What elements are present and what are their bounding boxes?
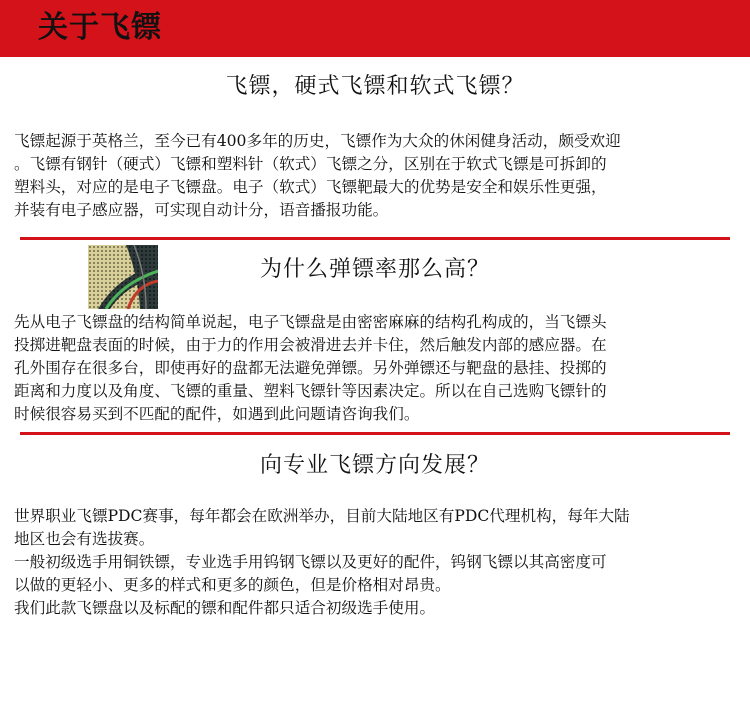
section-divider <box>20 237 730 240</box>
page-title: 关于飞镖 <box>38 10 162 45</box>
section-body-professional: 世界职业飞镖PDC赛事，每年都会在欧洲举办，目前大陆地区有PDC代理机构，每年大陆 地区也会有选拔赛。 一般初级选手用铜铁镖，专业选手用钨钢飞镖以及更好的配件，钨钢飞镖以其高密度可 以做的更轻小、更多的样式和更多的颜色，但是价格相对昂贵。 我们此款飞镖盘以及标配的镖和配件都只适合初级选手使用。 <box>14 507 630 617</box>
section-title-bounce-rate: 为什么弹镖率那么高？ <box>259 257 490 282</box>
section-title-professional: 向专业飞镖方向发展？ <box>259 453 490 478</box>
section-divider <box>20 432 730 435</box>
section-body-hard-soft-darts: 飞镖起源于英格兰，至今已有400多年的历史，飞镖作为大众的休闲健身活动，颇受欢迎 。飞镖有钢针（硬式）飞镖和塑料针（软式）飞镖之分，区别在于软式飞镖是可拆卸的 塑料头，对应的是电子飞镖盘。电子（软式）飞镖靶最大的优势是安全和娱乐性更强， 并装有电子感应器，可实现自动计分，语音播报功能。 <box>14 132 621 219</box>
section-body-bounce-rate: 先从电子飞镖盘的结构简单说起，电子飞镖盘是由密密麻麻的结构孔构成的，当飞镖头 投掷进靶盘表面的时候，由于力的作用会被滑进去并卡住，然后触发内部的感应器。在 孔外围存在很多台，即使再好的盘都无法避免弹镖。另外弹镖还与靶盘的悬挂、投掷的 距离和力度以及角度、飞镖的重量、塑料飞镖针等因素决定。所以在自己选购飞镖针的 时候很容易买到不匹配的配件，如遇到此问题请咨询我们。 <box>14 313 607 423</box>
section-title-hard-soft-darts: 飞镖，硬式飞镖和软式飞镖？ <box>225 74 525 99</box>
header-bar <box>0 0 750 57</box>
